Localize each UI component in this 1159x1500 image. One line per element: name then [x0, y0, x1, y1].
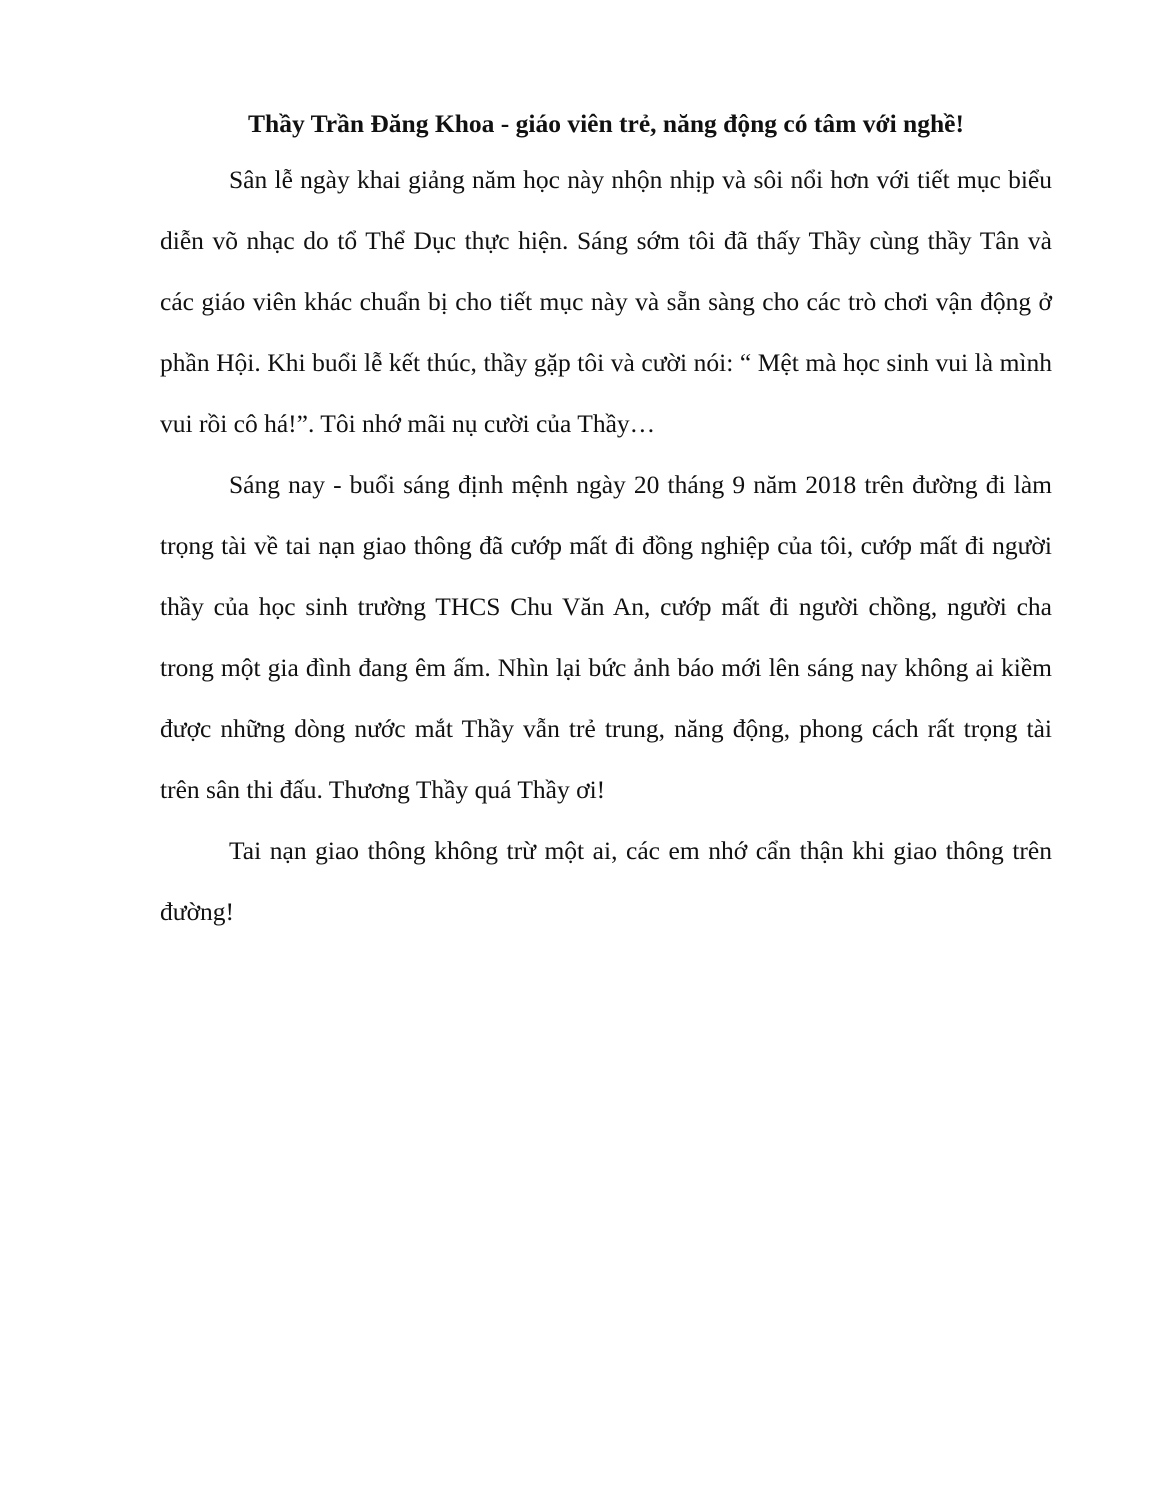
paragraph-opening-ceremony: Sân lễ ngày khai giảng năm học này nhộn nhịp và sôi nổi hơn với tiết mục biểu diễn võ nhạc do tổ Thể Dục thực hiện. Sáng sớm tôi đã thấy Thầy cùng thầy Tân và các giáo viên khác chuẩn bị cho tiết mục này và sẵn sàng cho các trò chơi vận động ở phần Hội. Khi buổi lễ kết thúc, thầy gặp tôi và cười nói: “ Mệt mà học sinh vui là mình vui rồi cô há!”. Tôi nhớ mãi nụ cười của Thầy…: [160, 165, 1052, 438]
paragraph-traffic-warning: Tai nạn giao thông không trừ một ai, các em nhớ cẩn thận khi giao thông trên đường!: [160, 836, 1052, 926]
paragraph-accident: Sáng nay - buổi sáng định mệnh ngày 20 tháng 9 năm 2018 trên đường đi làm trọng tài về tai nạn giao thông đã cướp mất đi đồng nghiệp của tôi, cướp mất đi người thầy của học sinh trường THCS Chu Văn An, cướp mất đi người chồng, người cha trong một gia đình đang êm ấm. Nhìn lại bức ảnh báo mới lên sáng nay không ai kiềm được những dòng nước mắt Thầy vẫn trẻ trung, năng động, phong cách rất trọng tài trên sân thi đấu. Thương Thầy quá Thầy ơi!: [160, 470, 1052, 804]
document-title: Thầy Trần Đăng Khoa - giáo viên trẻ, năng động có tâm với nghề!: [248, 109, 964, 138]
document-body: [160, 99, 1052, 942]
